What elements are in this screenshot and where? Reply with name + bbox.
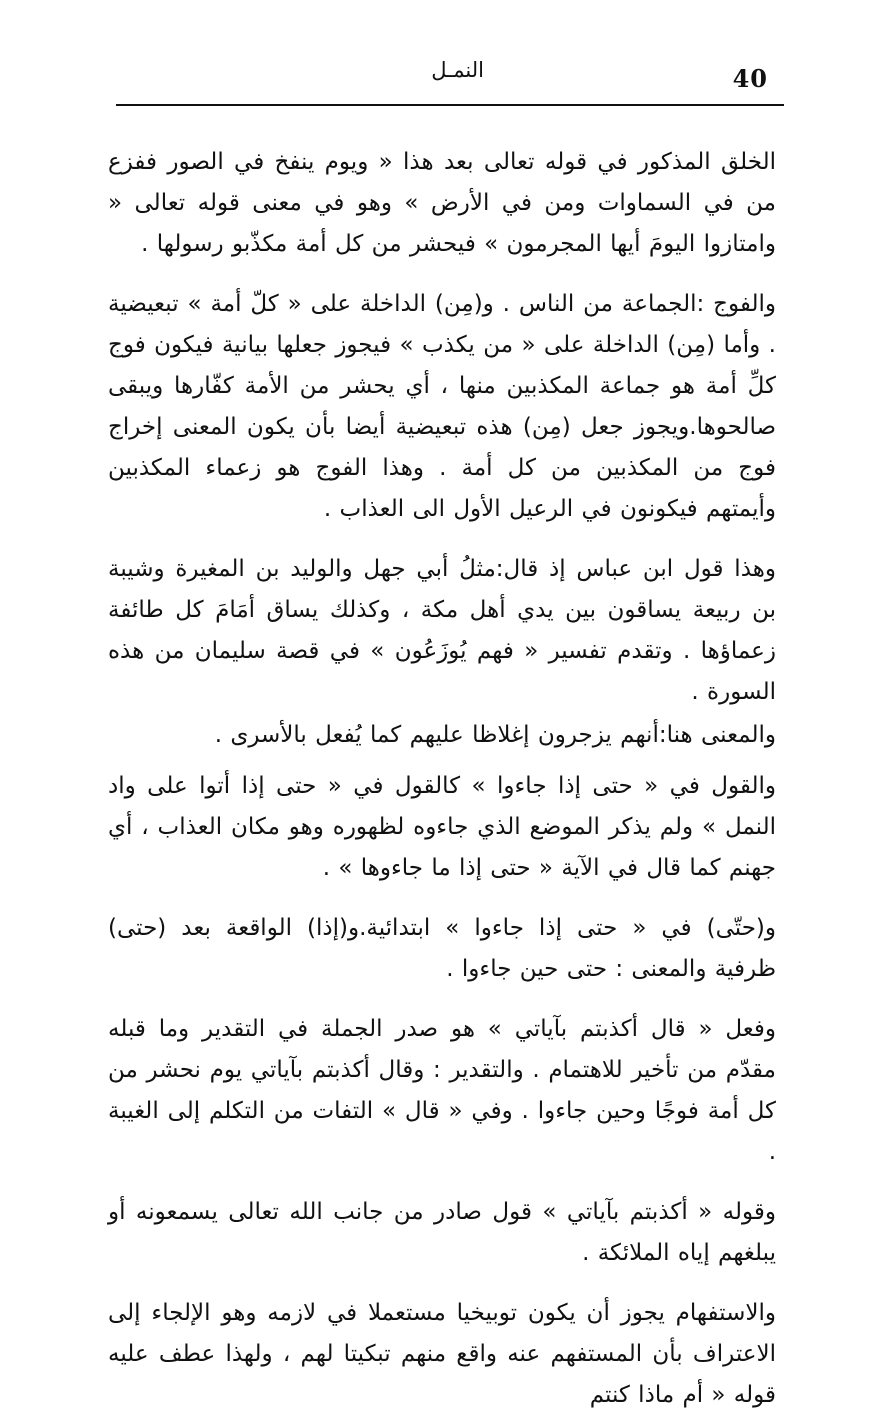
page-header [116, 58, 784, 106]
main-text [108, 142, 776, 1416]
page-number: 40 [732, 64, 768, 93]
paragraph: والاستفهام يجوز أن يكون توبيخيا مستعملا في لازمه وهو الإلجاء إلى الاعتراف بأن المستفهم عنه واقع منهم تبكيتا لهم ، ولهذا عطف عليه قوله « أم ماذا كنتم [108, 1300, 776, 1408]
paragraph: وقوله « أكذبتم بآياتي » قول صادر من جانب الله تعالى يسمعونه أو يبلغهم إياه الملائكة . [108, 1199, 776, 1266]
running-title: النمـل [431, 58, 484, 82]
paragraph: وفعل « قال أكذبتم بآياتي » هو صدر الجملة في التقدير وما قبله مقدّم من تأخير للاهتمام . والتقدير : وقال أكذبتم بآياتي يوم نحشر من كل أمة فوجًا وحين جاءوا . وفي « قال » التفات من التكلم إلى الغيبة . [108, 1016, 776, 1165]
paragraph: و(حتّى) في « حتى إذا جاءوا » ابتدائية.و(إذا) الواقعة بعد (حتى) ظرفية والمعنى : حتى حين جاءوا . [108, 915, 776, 982]
paragraph: والقول في « حتى إذا جاءوا » كالقول في « حتى إذا أتوا على واد النمل » ولم يذكر الموضع الذي جاءوه لظهوره وهو مكان العذاب ، أي جهنم كما قال في الآية « حتى إذا ما جاءوها » . [108, 773, 776, 881]
paragraph: والفوج :الجماعة من الناس . و(مِن) الداخلة على « كلّ أمة » تبعيضية . وأما (مِن) الداخلة على « من يكذب » فيجوز جعلها بيانية فيكون فوج كلِّ أمة هو جماعة المكذبين منها ، أي يحشر من الأمة كفّارها ويبقى صالحوها.ويجوز جعل (مِن) هذه تبعيضية أيضا بأن يكون المعنى إخراج فوج من المكذبين من كل أمة . وهذا الفوج هو زعماء المكذبين وأيمتهم فيكونون في الرعيل الأول الى العذاب . [108, 291, 776, 522]
paragraph: والمعنى هنا:أنهم يزجرون إغلاظا عليهم كما يُفعل بالأسرى . [214, 722, 776, 748]
paragraph: وهذا قول ابن عباس إذ قال:مثلُ أبي جهل والوليد بن المغيرة وشيبة بن ربيعة يساقون بين يدي أهل مكة ، وكذلك يساق أمَامَ كل طائفة زعماؤها . وتقدم تفسير « فهم يُوزَعُون » في قصة سليمان من هذه السورة . [108, 556, 776, 705]
paragraph: الخلق المذكور في قوله تعالى بعد هذا « ويوم ينفخ في الصور ففزع من في السماوات ومن في الأرض » وهو في معنى قوله تعالى « وامتازوا اليومَ أيها المجرمون » فيحشر من كل أمة مكذّبو رسولها . [108, 149, 776, 257]
